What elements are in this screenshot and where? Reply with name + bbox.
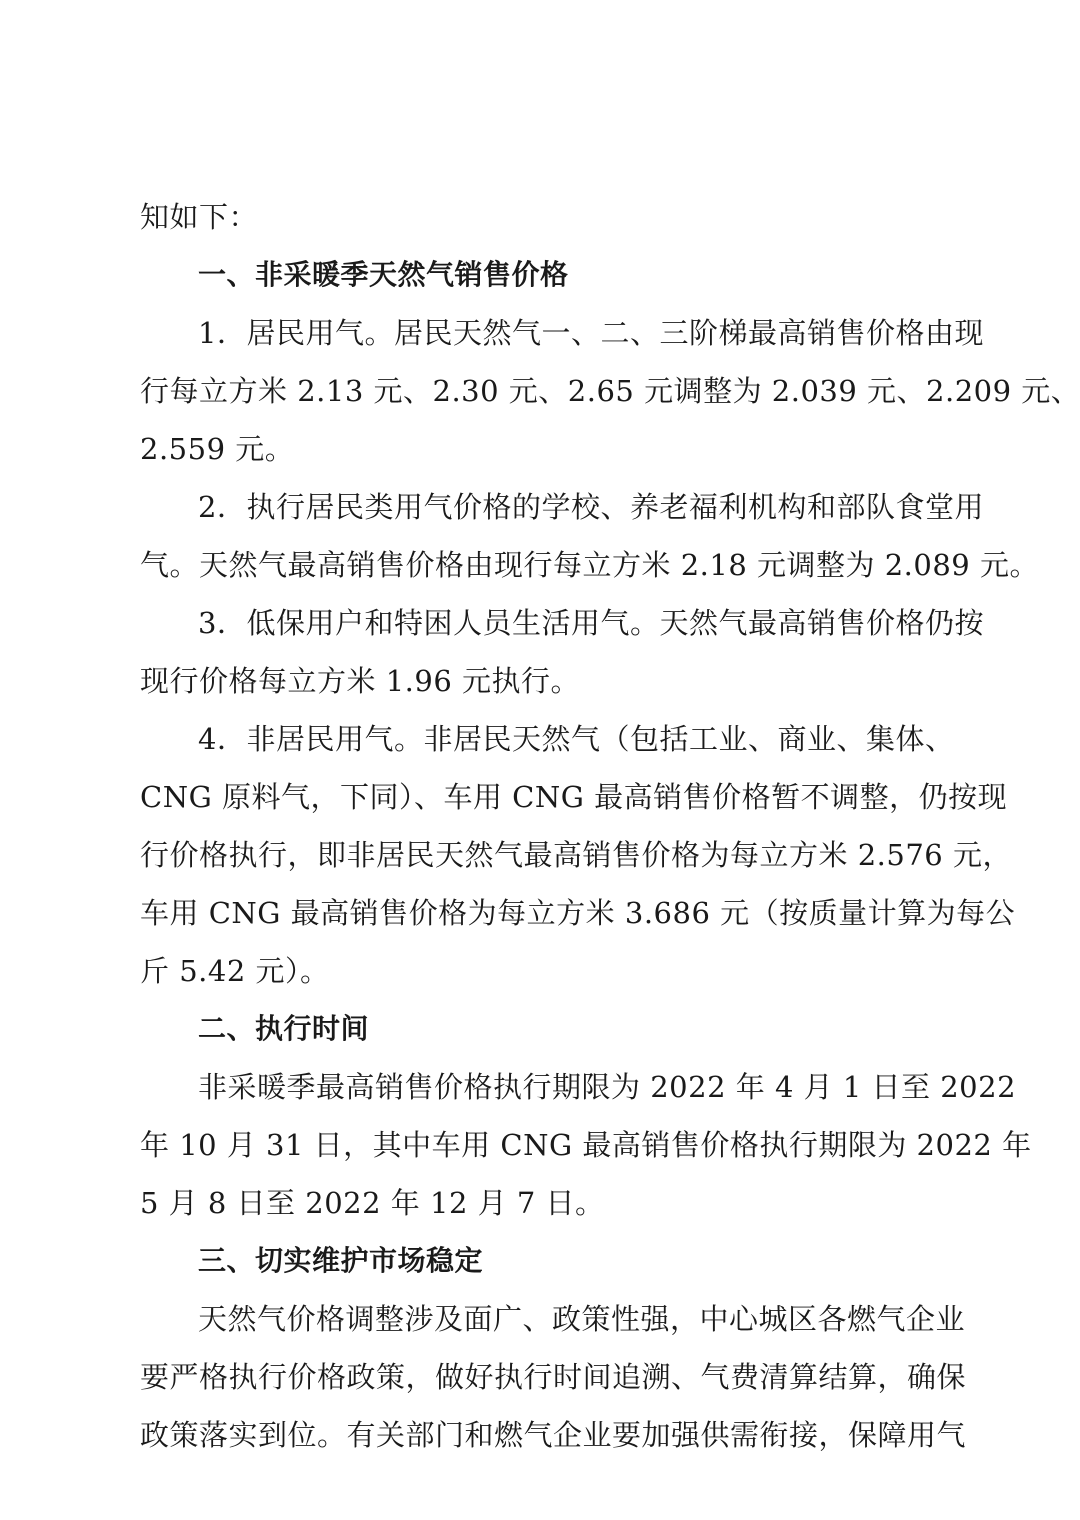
section-heading-price: 一、非采暖季天然气销售价格: [198, 258, 569, 291]
paragraph-line: 行价格执行，即非居民天然气最高销售价格为每立方米 2.576 元，: [140, 838, 1012, 872]
paragraph-line: 4．非居民用气。非居民天然气（包括工业、商业、集体、: [198, 722, 955, 756]
paragraph-line: 3．低保用户和特困人员生活用气。天然气最高销售价格仍按: [198, 606, 984, 640]
paragraph-line: 要严格执行价格政策，做好执行时间追溯、气费清算结算，确保: [140, 1360, 967, 1394]
paragraph-line: 现行价格每立方米 1.96 元执行。: [140, 664, 581, 698]
paragraph-line: 年 10 月 31 日，其中车用 CNG 最高销售价格执行期限为 2022 年: [140, 1128, 1032, 1162]
paragraph-line: 行每立方米 2.13 元、2.30 元、2.65 元调整为 2.039 元、2.209 元、: [140, 374, 1080, 408]
paragraph-line: CNG 原料气，下同）、车用 CNG 最高销售价格暂不调整，仍按现: [140, 780, 1008, 814]
paragraph-line: 天然气价格调整涉及面广、政策性强，中心城区各燃气企业: [198, 1302, 966, 1336]
intro-line: 知如下：: [140, 200, 259, 234]
paragraph-line: 政策落实到位。有关部门和燃气企业要加强供需衔接，保障用气: [140, 1418, 967, 1452]
section-heading-time: 二、执行时间: [198, 1012, 370, 1045]
paragraph-line: 斤 5.42 元）。: [140, 954, 330, 988]
document-page: [140, 188, 1080, 1464]
paragraph-line: 2.559 元。: [140, 432, 295, 466]
paragraph-line: 车用 CNG 最高销售价格为每立方米 3.686 元（按质量计算为每公: [140, 896, 1016, 930]
paragraph-line: 5 月 8 日至 2022 年 12 月 7 日。: [140, 1186, 605, 1220]
section-heading-market: 三、切实维护市场稳定: [198, 1244, 484, 1277]
paragraph-line: 气。天然气最高销售价格由现行每立方米 2.18 元调整为 2.089 元。: [140, 548, 1039, 582]
paragraph-line: 1．居民用气。居民天然气一、二、三阶梯最高销售价格由现: [198, 316, 984, 350]
paragraph-line: 2．执行居民类用气价格的学校、养老福利机构和部队食堂用: [198, 490, 984, 524]
paragraph-line: 非采暖季最高销售价格执行期限为 2022 年 4 月 1 日至 2022: [198, 1070, 1017, 1104]
